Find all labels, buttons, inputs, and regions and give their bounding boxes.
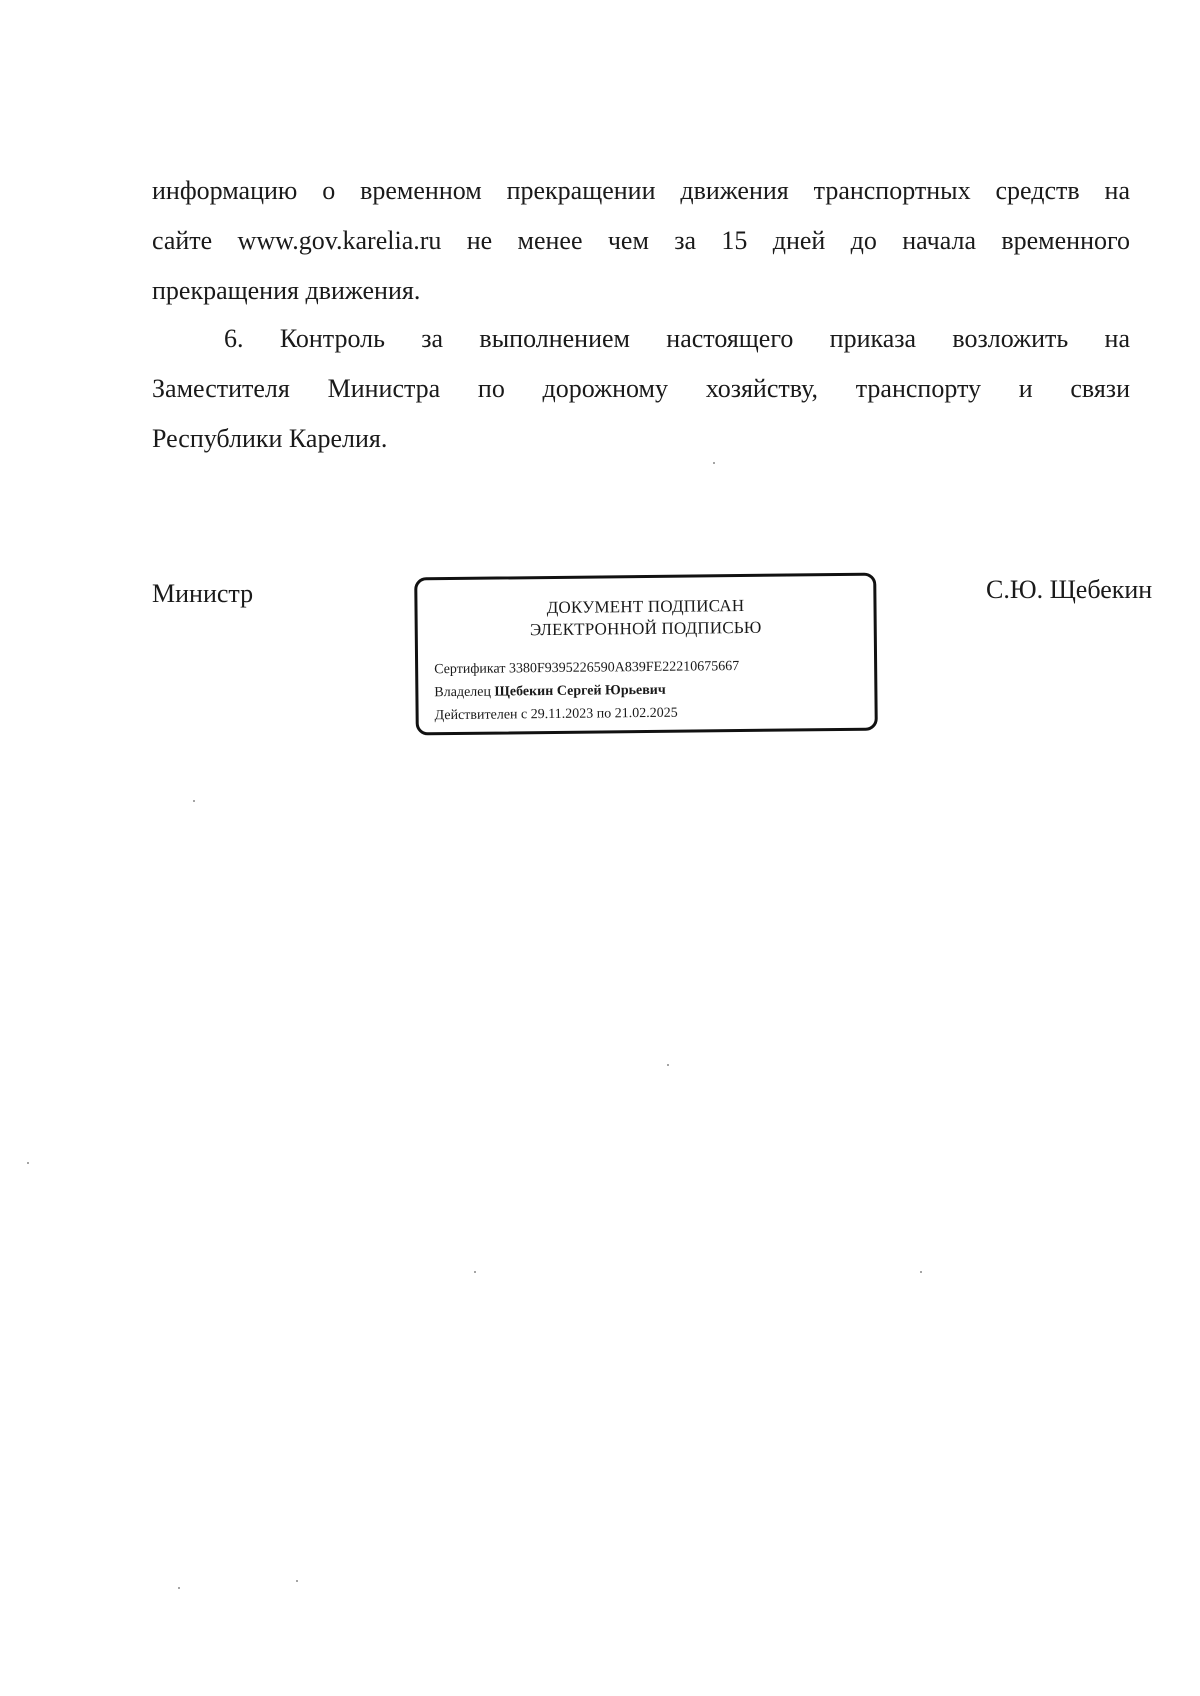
signer-title: Министр [152, 579, 254, 608]
scan-speck [713, 462, 715, 464]
stamp-certificate-value: 3380F9395226590A839FE22210675667 [508, 659, 740, 677]
stamp-validity-line [435, 703, 678, 728]
stamp-owner-value: Щебекин Сергей Юрьевич [494, 682, 666, 700]
paragraph-1-line-2: сайте www.gov.karelia.ru не менее чем за 15 дней до начала временного [152, 226, 1130, 255]
scan-speck [296, 1580, 298, 1582]
scan-speck [178, 1587, 180, 1589]
scan-speck [667, 1064, 669, 1066]
stamp-valid-to-label: по [596, 706, 612, 722]
electronic-signature-stamp [414, 573, 878, 736]
stamp-heading-2: ЭЛЕКТРОННОЙ ПОДПИСЬЮ [529, 617, 762, 640]
paragraph-2-line-3: Республики Карелия. [152, 424, 388, 453]
scan-speck [474, 1271, 476, 1273]
paragraph-1-line-3: прекращения движения. [152, 276, 421, 305]
paragraph-2-line-1: 6. Контроль за выполнением настоящего приказа возложить на [224, 324, 1130, 353]
stamp-valid-label: Действителен с [434, 707, 528, 724]
stamp-owner-label: Владелец [434, 684, 492, 701]
paragraph-2-line-2: Заместителя Министра по дорожному хозяйству, транспорту и связи [152, 374, 1130, 403]
scan-speck [193, 800, 195, 802]
stamp-heading-1: ДОКУМЕНТ ПОДПИСАН [546, 595, 745, 618]
stamp-valid-from: 29.11.2023 [530, 706, 594, 723]
stamp-owner-line [434, 680, 666, 704]
paragraph-1-line-1: информацию о временном прекращении движения транспортных средств на [152, 176, 1130, 205]
scan-speck [920, 1271, 922, 1273]
signer-name: С.Ю. Щебекин [986, 575, 1153, 604]
stamp-valid-to: 21.02.2025 [614, 705, 678, 722]
scan-speck [27, 1162, 29, 1164]
stamp-certificate-label: Сертификат [434, 661, 506, 678]
stamp-certificate-line [434, 656, 739, 681]
